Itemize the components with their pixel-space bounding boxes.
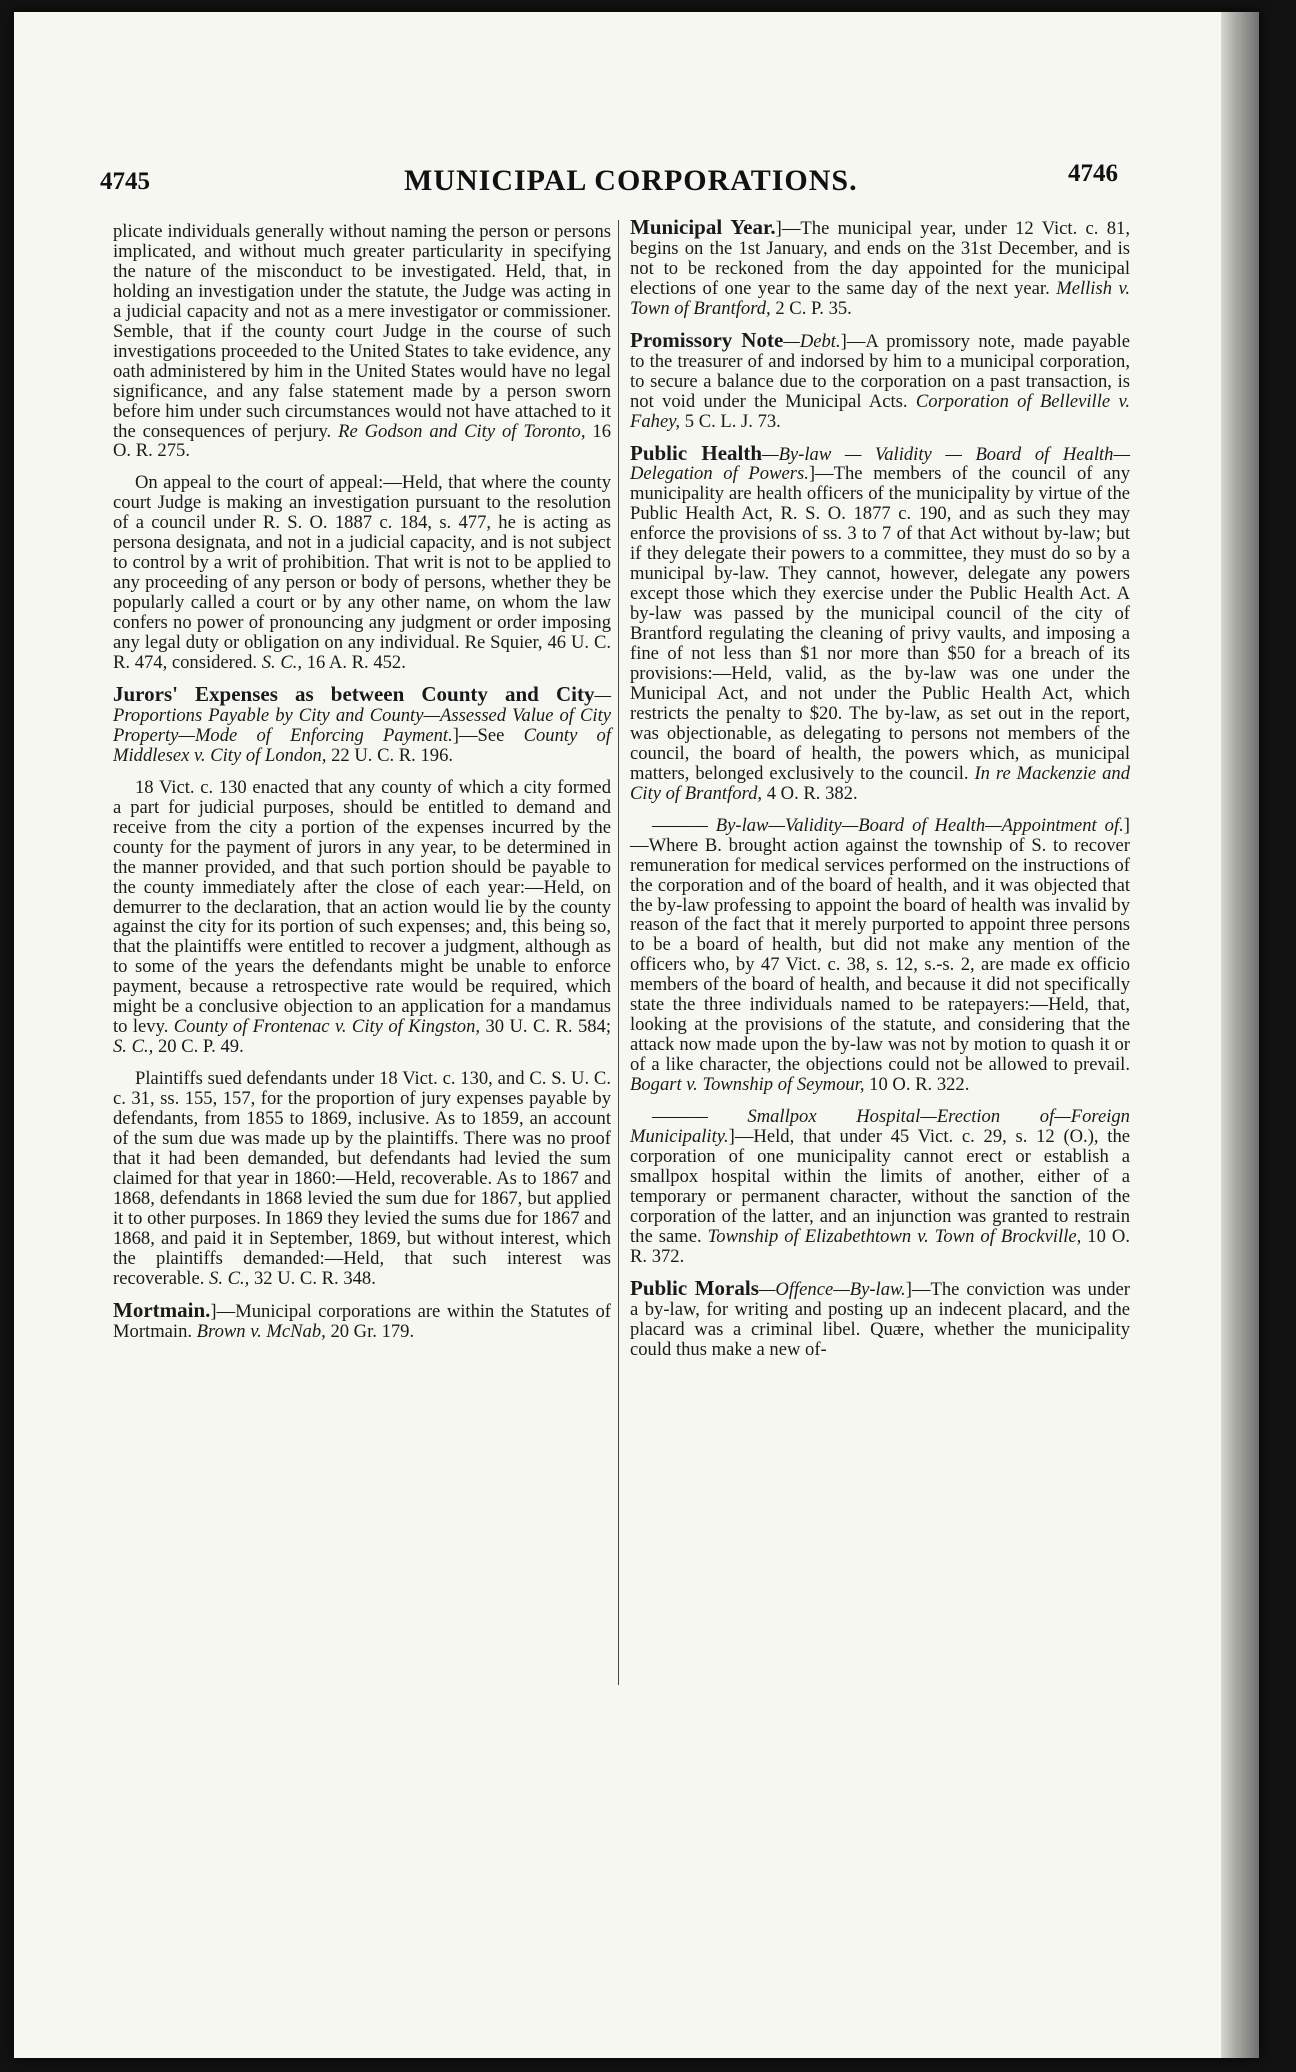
paragraph: Plaintiffs sued defendants under 18 Vict. c. 130, and C. S. U. C. c. 31, ss. 155, 157, for the proportion of jury expenses payable by defendants, from 1855 to 1869, inclusive. As to 1859, an account of the sum due was made up by the plaintiffs. There was no proof that it had been demanded, but defendants had levied the sum claimed for that year in 1860:—Held, recoverable. As to 1867 and 1868, defendants in 1868 levied the sum due for 1867, but applied it to other purposes. In 1869 they levied the sums due for 1867 and 1868, and paid it in September, 1869, but without interest, which the plaintiffs demanded:—Held, that such interest was recoverable. S. C., 32 U. C. R. 348. <box>113 1068 611 1289</box>
running-header <box>14 160 1214 200</box>
entry-board-of-health: ——— By-law—Validity—Board of Health—Appointment of.]—Where B. brought action against the township of S. to recover remuneration for medical services performed on the instructions of the corporation and of the board of health, and it was objected that the by-law professing to appoint the board of health was invalid by reason of the fact that it merely purported to appoint three persons to be a board of health, but did not make any mention of the officers who, by 47 Vict. c. 38, s. 12, s.-s. 2, are made ex officio members of the board of health, and because it did not specifically state the three individuals named to be ratepayers:—Held, that, looking at the provisions of the statute, and considering that the attack now made upon the by-law was not by motion to quash it or of a like character, the objections could not be allowed to prevail. Bogart v. Township of Seymour, 10 O. R. 322. <box>630 814 1130 1096</box>
left-page-number: 4745 <box>100 168 150 195</box>
entry-mortmain: Mortmain.]—Municipal corporations are within the Statutes of Mortmain. Brown v. McNab, 20 Gr. 179. <box>113 1297 611 1342</box>
column-divider <box>618 220 619 1685</box>
entry-heading: Promissory Note <box>630 327 784 352</box>
entry-heading: Municipal Year. <box>630 215 776 239</box>
entry-heading: Public Morals <box>630 1275 759 1300</box>
entry-public-health: Public Health—By-law — Validity — Board of Health—Delegation of Powers.]—The members of the council of any municipality are health officers of the municipality by virtue of the Public Health Act, R. S. O. 1877 c. 190, and as such they may enforce the provisions of ss. 3 to 7 of that Act without by-law; but if they delegate their powers to a committee, they must do so by a municipal by-law. They cannot, however, delegate any powers except those which they exercise under the Public Health Act. A by-law was passed by the municipal council of the city of Brantford regulating the cleaning of privy vaults, and imposing a fine of not less than $1 nor more than $50 for a breach of its provisions:—Held, valid, as the by-law was one under the Municipal Act, and not under the Public Health Act, which restricts the penalty to $20. The by-law, as set out in the report, was objectionable, as delegating to persons not members of the council, the board of health, the powers which, as municipal matters, belonged exclusively to the council. In re Mackenzie and City of Brantford, 4 O. R. 382. <box>630 440 1131 804</box>
entry-heading: Jurors' Expenses as between County and City <box>113 681 595 706</box>
book-page <box>14 12 1259 2058</box>
entry-jurors-expenses: Jurors' Expenses as between County and City—Proportions Payable by City and County—Assessed Value of City Property—Mode of Enforcing Payment.]—See County of Middlesex v. City of London, 22 U. C. R. 196. <box>113 681 611 766</box>
entry-heading: Mortmain. <box>113 1297 211 1322</box>
paragraph: 18 Vict. c. 130 enacted that any county of which a city formed a part for judicial purposes, should be entitled to demand and receive from the city a portion of the expenses incurred by the county for the payment of jurors in any year, to be determined in the manner provided, and that such portion should be payable to the county immediately after the close of each year:—Held, on demurrer to the declaration, that an action would lie by the county against the city for its portion of such expenses; and, this being so, that the plaintiffs were entitled to recover a judgment, although as to some of the years the defendants might be unable to enforce payment, because a retrospective rate would be required, which might be a conclusive objection to an application for a mandamus to levy. County of Frontenac v. City of Kingston, 30 U. C. R. 584; S. C., 20 C. P. 49. <box>113 776 612 1058</box>
running-title: MUNICIPAL CORPORATIONS. <box>404 164 858 197</box>
right-column <box>630 215 1131 1371</box>
entry-promissory-note: Promissory Note—Debt.]—A promissory note, made payable to the treasurer of and indorsed by him to a municipal corporation, to secure a balance due to the corporation on a past transaction, is not void under the Municipal Acts. Corporation of Belleville v. Fahey, 5 C. L. J. 73. <box>630 327 1130 432</box>
entry-municipal-year: Municipal Year.]—The municipal year, under 12 Vict. c. 81, begins on the 1st January, and ends on the 31st December, and is not to be reckoned from the day appointed for the municipal elections of one year to the same day of the next year. Mellish v. Town of Brantford, 2 C. P. 35. <box>630 215 1130 319</box>
paragraph: On appeal to the court of appeal:—Held, that where the county court Judge is making an investigation pursuant to the resolution of a council under R. S. O. 1887 c. 184, s. 477, he is acting as persona designata, and not in a judicial capacity, and is not subject to control by a writ of prohibition. That writ is not to be applied to any proceeding of any person or body of persons, whether they be popularly called a court or by any other name, on whom the law confers no power of pronouncing any judgment or order imposing any legal duty or obligation on any individual. Re Squier, 46 U. C. R. 474, considered. S. C., 16 A. R. 452. <box>113 472 611 674</box>
entry-heading: Public Health <box>630 440 763 465</box>
left-column <box>113 222 611 1354</box>
right-page-number: 4746 <box>1068 160 1118 187</box>
paragraph: plicate individuals generally without naming the person or persons implicated, and without much greater particularity in specifying the nature of the misconduct to be investigated. Held, that, in holding an investigation under the statute, the Judge was acting in a judicial capacity and not as a mere investigator or commissioner. Semble, that if the county court Judge in the course of such investigations proceeded to the United States to take evidence, any oath administered by him in the United States would have no legal significance, and any false statement made by a person sworn before him under such circumstances would not have attached to it the consequences of perjury. Re Godson and City of Toronto, 16 O. R. 275. <box>113 221 611 462</box>
entry-smallpox-hospital: ——— Smallpox Hospital—Erection of—Foreign Municipality.]—Held, that under 45 Vict. c. 29, s. 12 (O.), the corporation of one municipality cannot erect or establish a smallpox hospital within the limits of another, either of a temporary or permanent character, without the sanction of the corporation of the latter, and an injunction was granted to restrain the same. Township of Elizabethtown v. Town of Brockville, 10 O. R. 372. <box>630 1106 1130 1267</box>
entry-public-morals: Public Morals—Offence—By-law.]—The conviction was under a by-law, for writing and posting up an indecent placard, and the placard was a criminal libel. Quære, whether the municipality could thus make a new of- <box>630 1275 1130 1360</box>
page-edge <box>1221 12 1259 2058</box>
